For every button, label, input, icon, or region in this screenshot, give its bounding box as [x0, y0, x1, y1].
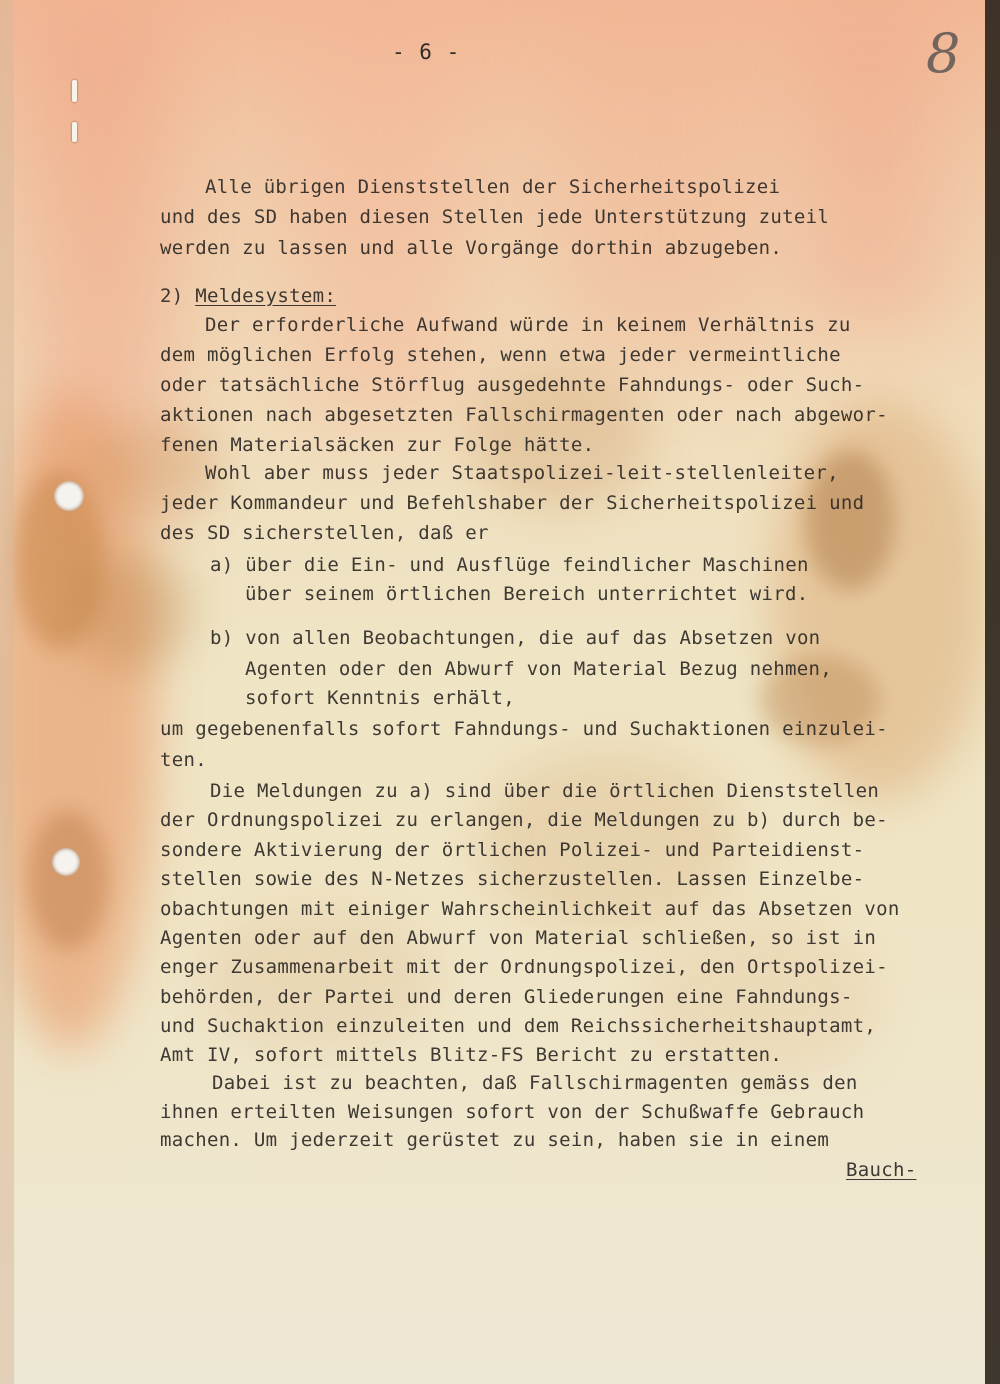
text-line: ten.: [160, 749, 207, 771]
text-line: ihnen erteilten Weisungen sofort von der Schußwaffe Gebrauch: [160, 1101, 865, 1123]
text-line: obachtungen mit einiger Wahrscheinlichkeit auf das Absetzen von: [160, 898, 900, 920]
text-line: enger Zusammenarbeit mit der Ordnungspolizei, den Ortspolizei-: [160, 956, 888, 978]
staple-mark-top: [72, 80, 77, 102]
text-line: Wohl aber muss jeder Staatspolizei-leit-stellenleiter,: [205, 462, 839, 484]
section-title: Meldesystem:: [195, 285, 337, 307]
text-line: um gegebenenfalls sofort Fahndungs- und Suchaktionen einzulei-: [160, 718, 888, 740]
list-item-b: b) von allen Beobachtungen, die auf das Absetzen von: [210, 627, 821, 649]
text-line: dem möglichen Erfolg stehen, wenn etwa jeder vermeintliche: [160, 344, 841, 366]
text-line: Dabei ist zu beachten, daß Fallschirmagenten gemäss den: [212, 1072, 858, 1094]
text-line: Die Meldungen zu a) sind über die örtlichen Dienststellen: [210, 780, 880, 802]
list-item-a: a) über die Ein- und Ausflüge feindlicher Maschinen: [210, 554, 809, 576]
text-line: sondere Aktivierung der örtlichen Polizei- und Parteidienst-: [160, 839, 865, 861]
section-heading: [160, 284, 336, 308]
continuation-word: Bauch-: [846, 1159, 917, 1181]
text-line: stellen sowie des N-Netzes sicherzustellen. Lassen Einzelbe-: [160, 868, 865, 890]
text-line: und des SD haben diesen Stellen jede Unterstützung zuteil: [160, 206, 830, 228]
text-line: oder tatsächliche Störflug ausgedehnte Fahndungs- oder Such-: [160, 374, 865, 396]
list-item-b-cont: Agenten oder den Abwurf von Material Bezug nehmen,: [245, 658, 832, 680]
staple-mark-bottom: [72, 122, 77, 142]
punch-hole-bottom: [52, 848, 80, 876]
handwritten-page-mark: 8: [926, 22, 961, 85]
text-line: und Suchaktion einzuleiten und dem Reichssicherheitshauptamt,: [160, 1015, 877, 1037]
text-line: Alle übrigen Dienststellen der Sicherheitspolizei: [205, 176, 781, 198]
text-line: machen. Um jederzeit gerüstet zu sein, haben sie in einem: [160, 1129, 830, 1151]
text-line: aktionen nach abgesetzten Fallschirmagenten oder nach abgewor-: [160, 404, 888, 426]
text-line: Der erforderliche Aufwand würde in keinem Verhältnis zu: [205, 314, 851, 336]
text-line: fenen Materialsäcken zur Folge hätte.: [160, 434, 595, 456]
list-item-a-cont: über seinem örtlichen Bereich unterrichtet wird.: [245, 583, 809, 605]
text-line: Amt IV, sofort mittels Blitz-FS Bericht zu erstatten.: [160, 1044, 783, 1066]
page-number: - 6 -: [392, 40, 461, 64]
text-line: werden zu lassen und alle Vorgänge dorthin abzugeben.: [160, 237, 783, 259]
punch-hole-top: [54, 481, 84, 511]
text-line: Agenten oder auf den Abwurf von Material schließen, so ist in: [160, 927, 877, 949]
section-number: 2): [160, 285, 196, 307]
text-line: des SD sicherstellen, daß er: [160, 522, 489, 544]
text-line: der Ordnungspolizei zu erlangen, die Meldungen zu b) durch be-: [160, 809, 888, 831]
list-item-b-cont: sofort Kenntnis erhält,: [245, 687, 515, 709]
text-line: behörden, der Partei und deren Gliederungen eine Fahndungs-: [160, 986, 853, 1008]
text-line: jeder Kommandeur und Befehlshaber der Sicherheitspolizei und: [160, 492, 865, 514]
